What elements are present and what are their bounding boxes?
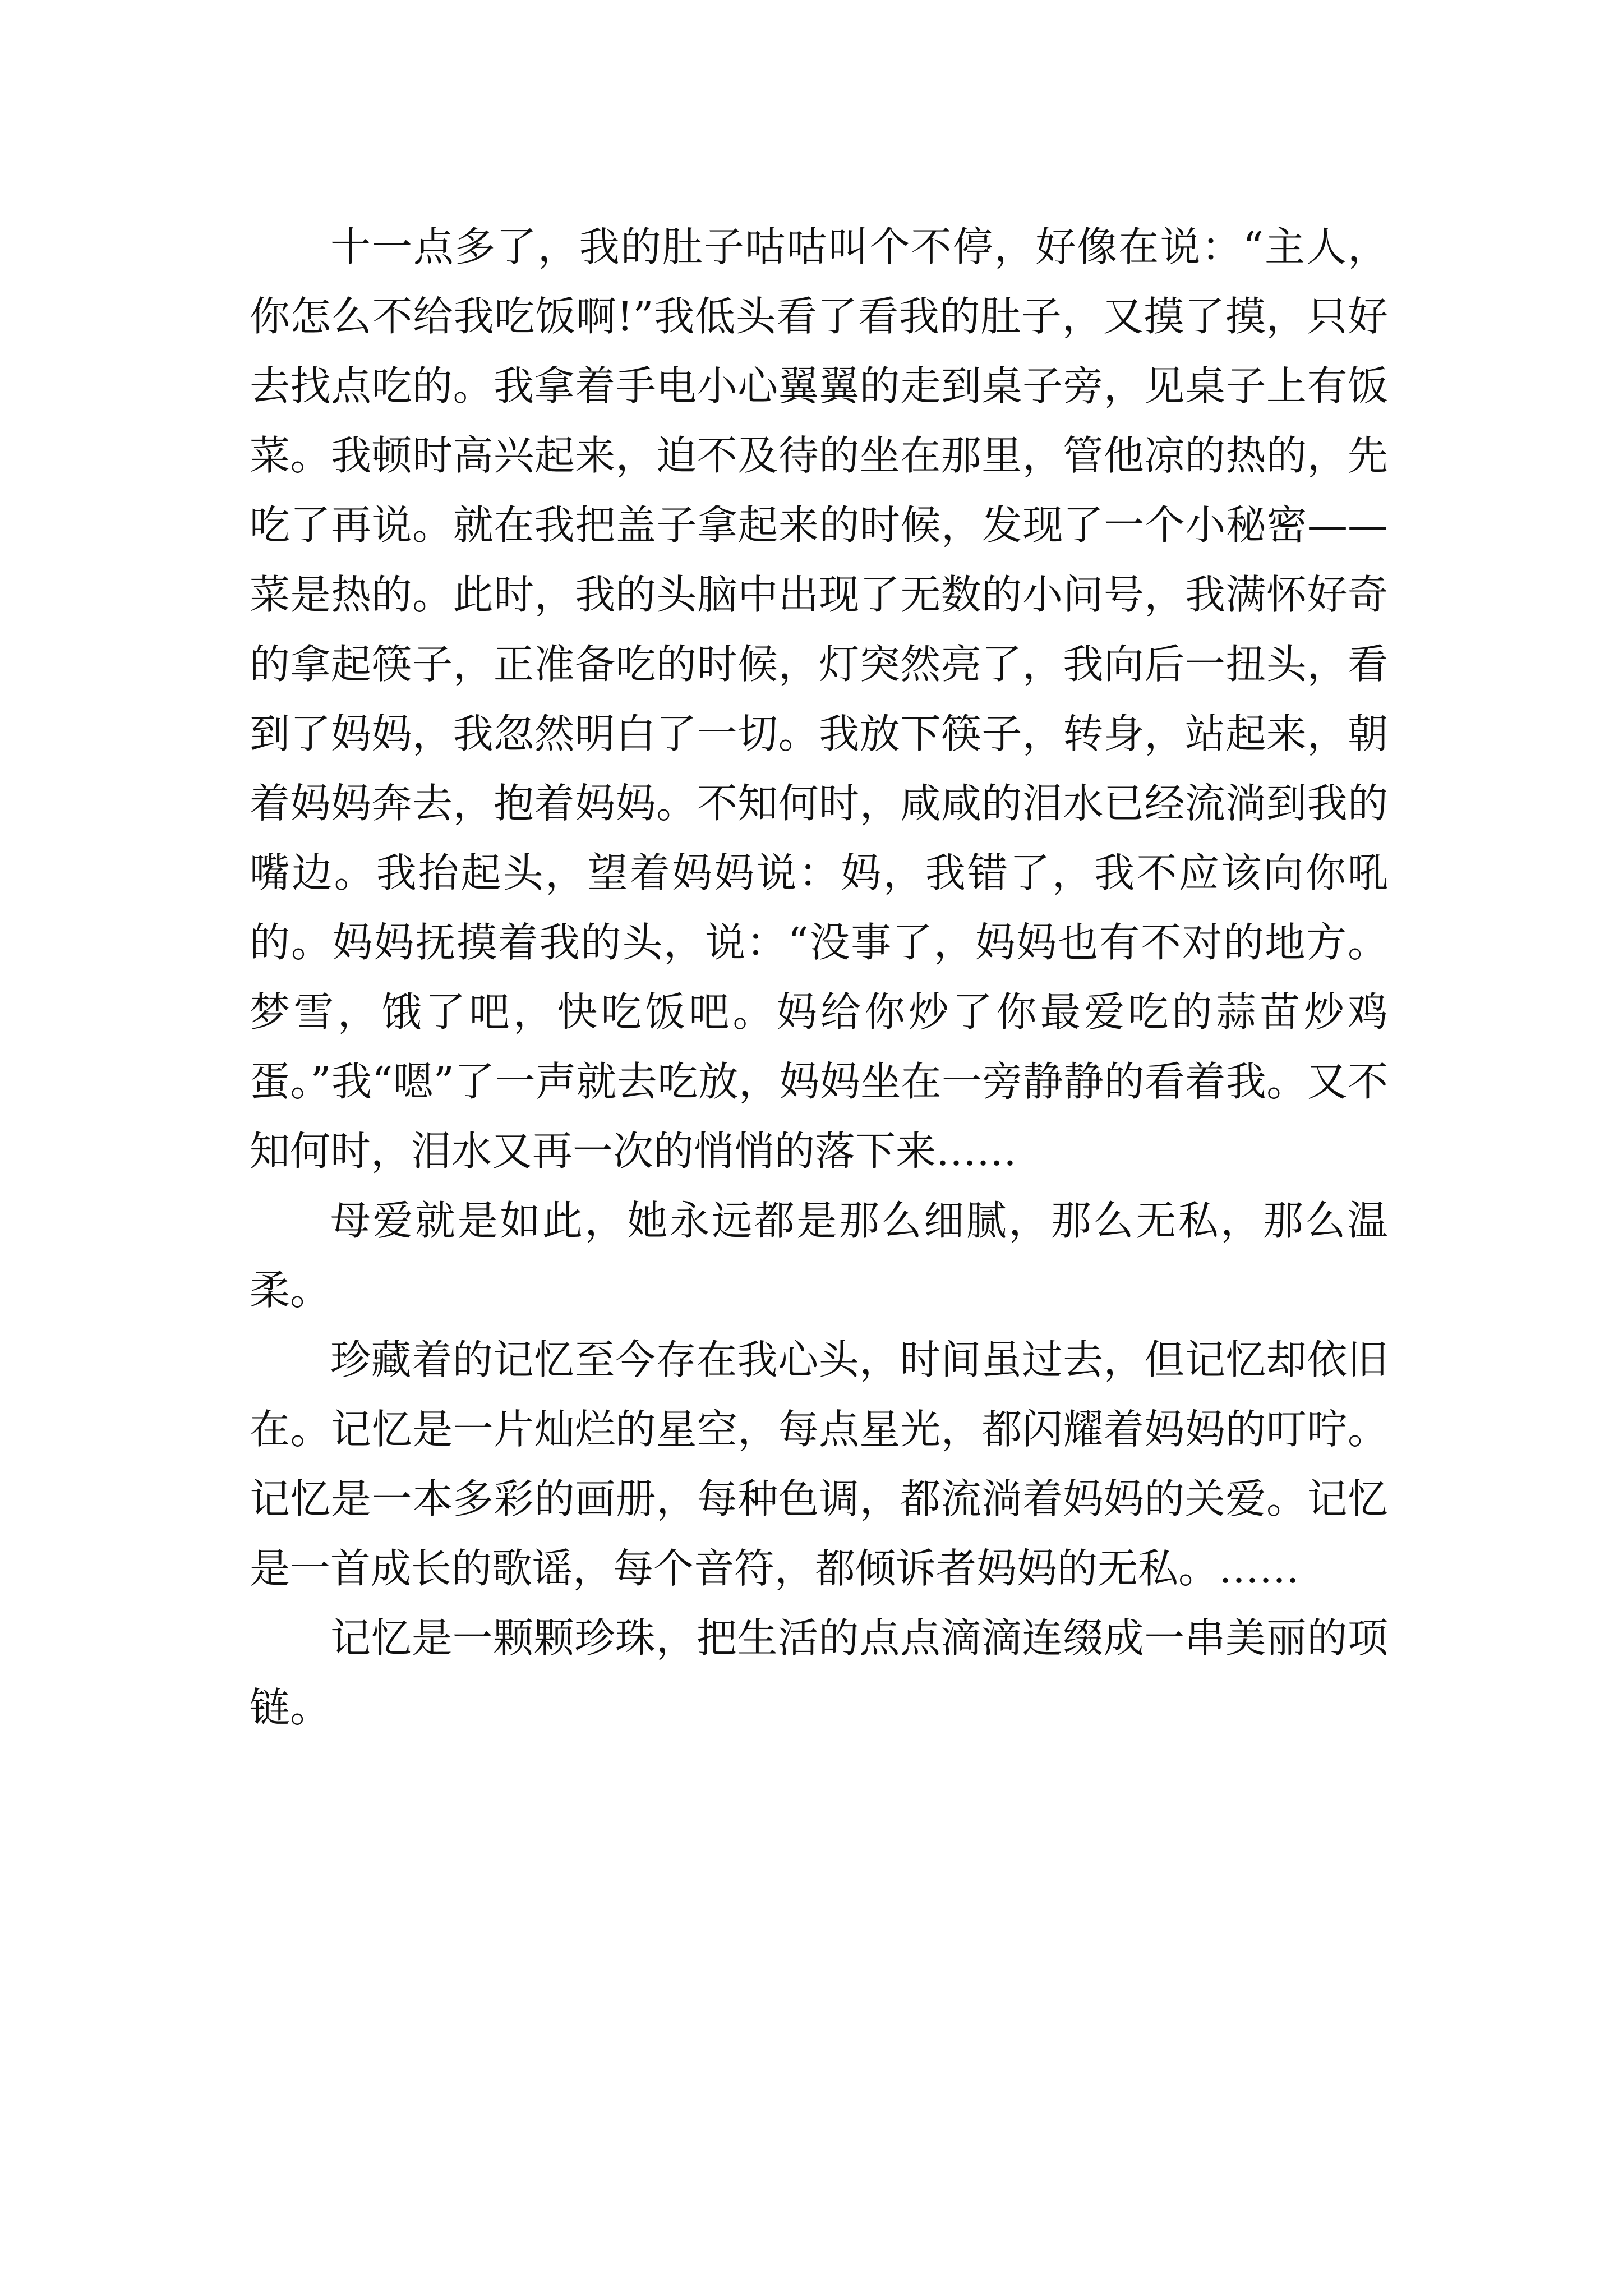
paragraph-4: 记忆是一颗颗珍珠，把生活的点点滴滴连缀成一串美丽的项链。 [250,1614,1388,1731]
paragraph-1: 十一点多了，我的肚子咕咕叫个不停，好像在说：“主人，你怎么不给我吃饭啊!”我低头看了看我的肚子，又摸了摸，只好去找点吃的。我拿着手电小心翼翼的走到桌子旁，见桌子上有饭菜。我顿时高兴起来，迫不及待的坐在那里，管他凉的热的，先吃了再说。就在我把盖子拿起来的时候，发现了一个小秘密——菜是热的。此时，我的头脑中出现了无数的小问号，我满怀好奇的拿起筷子，正准备吃的时候，灯突然亮了，我向后一扭头，看到了妈妈，我忽然明白了一切。我放下筷子，转身，站起来，朝着妈妈奔去，抱着妈妈。不知何时，咸咸的泪水已经流淌到我的嘴边。我抬起头，望着妈妈说：妈，我错了，我不应该向你吼的。妈妈抚摸着我的头，说：“没事了，妈妈也有不对的地方。梦雪，饿了吧，快吃饭吧。妈给你炒了你最爱吃的蒜苗炒鸡蛋。”我“嗯”了一声就去吃放，妈妈坐在一旁静静的看着我。又不知何时，泪水又再一次的悄悄的落下来…… [250,223,1388,1175]
essay-body [250,212,1388,1742]
paragraph-3: 珍藏着的记忆至今存在我心头，时间虽过去，但记忆却依旧在。记忆是一片灿烂的星空，每点星光，都闪耀着妈妈的叮咛。记忆是一本多彩的画册，每种色调，都流淌着妈妈的关爱。记忆是一首成长的歌谣，每个音符，都倾诉者妈妈的无私。…… [250,1336,1388,1592]
paragraph-2: 母爱就是如此，她永远都是那么细腻，那么无私，那么温柔。 [250,1197,1388,1314]
